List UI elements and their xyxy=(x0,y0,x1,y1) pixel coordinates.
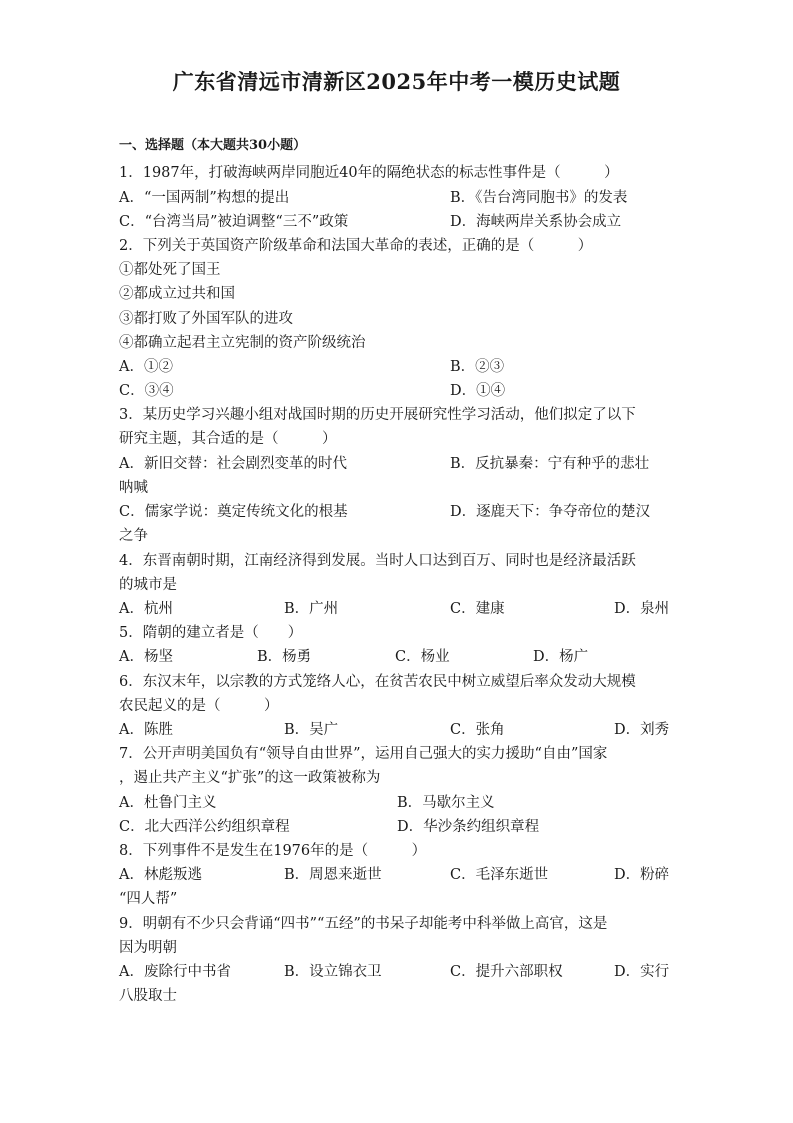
question-7-option-b: B．马歇尔主义 xyxy=(397,795,495,811)
question-5-option-c: C．杨业 xyxy=(395,649,450,665)
question-3-option-b-continued: 呐喊 xyxy=(119,480,148,496)
question-4-option-a: A．杭州 xyxy=(119,601,173,617)
question-2-option-b: B．②③ xyxy=(450,359,505,375)
question-1-stem: 1．1987年，打破海峡两岸同胞近40年的隔绝状态的标志性事件是（ ） xyxy=(119,165,619,181)
question-7-option-d: D．华沙条约组织章程 xyxy=(397,819,540,835)
question-5-stem: 5．隋朝的建立者是（ ） xyxy=(119,625,303,641)
question-8-option-a: A．林彪叛逃 xyxy=(119,867,202,883)
question-6-option-b: B．吴广 xyxy=(284,722,339,738)
question-8-stem: 8．下列事件不是发生在1976年的是（ ） xyxy=(119,843,427,859)
question-1-option-b: B．《告台湾同胞书》的发表 xyxy=(450,190,628,206)
question-1-option-a: A．“一国两制”构想的提出 xyxy=(119,190,290,206)
question-2-option-c: C．③④ xyxy=(119,383,174,399)
question-2-option-a: A．①② xyxy=(119,359,173,375)
question-3-option-a: A．新旧交替：社会剧烈变革的时代 xyxy=(119,456,347,472)
question-4-option-d: D．泉州 xyxy=(614,601,670,617)
question-3-stem-line-1: 3．某历史学习兴趣小组对战国时期的历史开展研究性学习活动，他们拟定了以下 xyxy=(119,407,636,423)
question-6-stem-line-1: 6．东汉末年，以宗教的方式笼络人心，在贫苦农民中树立威望后率众发动大规模 xyxy=(119,674,636,690)
question-5-option-a: A．杨坚 xyxy=(119,649,173,665)
question-7-stem-line-2: ，遏止共产主义“扩张”的这一政策被称为 xyxy=(119,770,381,786)
section-heading: 一、选择题（本大题共30小题） xyxy=(119,138,307,153)
question-6-option-d: D．刘秀 xyxy=(614,722,670,738)
question-7-option-c: C．北大西洋公约组织章程 xyxy=(119,819,290,835)
question-9-option-d: D．实行 xyxy=(614,964,670,980)
question-4-option-b: B．广州 xyxy=(284,601,339,617)
question-7-option-a: A．杜鲁门主义 xyxy=(119,795,217,811)
question-9-option-b: B．设立锦衣卫 xyxy=(284,964,382,980)
question-2-stem: 2．下列关于英国资产阶级革命和法国大革命的表述，正确的是（ ） xyxy=(119,238,593,254)
question-6-option-a: A．陈胜 xyxy=(119,722,173,738)
question-3-stem-line-2: 研究主题，其合适的是（ ） xyxy=(119,431,337,447)
question-2-statement-4: ④都确立起君主立宪制的资产阶级统治 xyxy=(119,335,366,351)
question-8-option-d-continued: “四人帮” xyxy=(119,891,178,907)
question-1-option-d: D．海峡两岸关系协会成立 xyxy=(450,214,622,230)
question-9-stem-line-2: 因为明朝 xyxy=(119,940,177,956)
question-6-option-c: C．张角 xyxy=(450,722,505,738)
question-3-option-d: D．逐鹿天下：争夺帝位的楚汉 xyxy=(450,504,651,520)
question-6-stem-line-2: 农民起义的是（ ） xyxy=(119,698,279,714)
question-9-stem-line-1: 9．明朝有不少只会背诵“四书”“五经”的书呆子却能考中科举做上高官，这是 xyxy=(119,916,608,932)
question-2-statement-1: ①都处死了国王 xyxy=(119,262,221,278)
question-2-statement-2: ②都成立过共和国 xyxy=(119,286,235,302)
question-3-option-d-continued: 之争 xyxy=(119,528,148,544)
question-5-option-d: D．杨广 xyxy=(533,649,589,665)
question-5-option-b: B．杨勇 xyxy=(257,649,312,665)
question-3-option-c: C．儒家学说：奠定传统文化的根基 xyxy=(119,504,348,520)
question-2-option-d: D．①④ xyxy=(450,383,506,399)
question-4-stem-line-2: 的城市是 xyxy=(119,577,177,593)
question-8-option-b: B．周恩来逝世 xyxy=(284,867,382,883)
question-4-option-c: C．建康 xyxy=(450,601,505,617)
question-1-option-c: C．“台湾当局”被迫调整“三不”政策 xyxy=(119,214,349,230)
question-8-option-c: C．毛泽东逝世 xyxy=(450,867,549,883)
question-7-stem-line-1: 7．公开声明美国负有“领导自由世界”，运用自己强大的实力援助“自由”国家 xyxy=(119,746,608,762)
question-9-option-a: A．废除行中书省 xyxy=(119,964,231,980)
question-4-stem-line-1: 4．东晋南朝时期，江南经济得到发展。当时人口达到百万、同时也是经济最活跃 xyxy=(119,553,636,569)
question-9-option-c: C．提升六部职权 xyxy=(450,964,563,980)
question-3-option-b: B．反抗暴秦：宁有种乎的悲壮 xyxy=(450,456,650,472)
question-9-option-d-continued: 八股取士 xyxy=(119,988,177,1004)
question-2-statement-3: ③都打败了外国军队的进攻 xyxy=(119,311,293,327)
question-8-option-d: D．粉碎 xyxy=(614,867,670,883)
page-title: 广东省清远市清新区2025年中考一模历史试题 xyxy=(172,69,621,94)
